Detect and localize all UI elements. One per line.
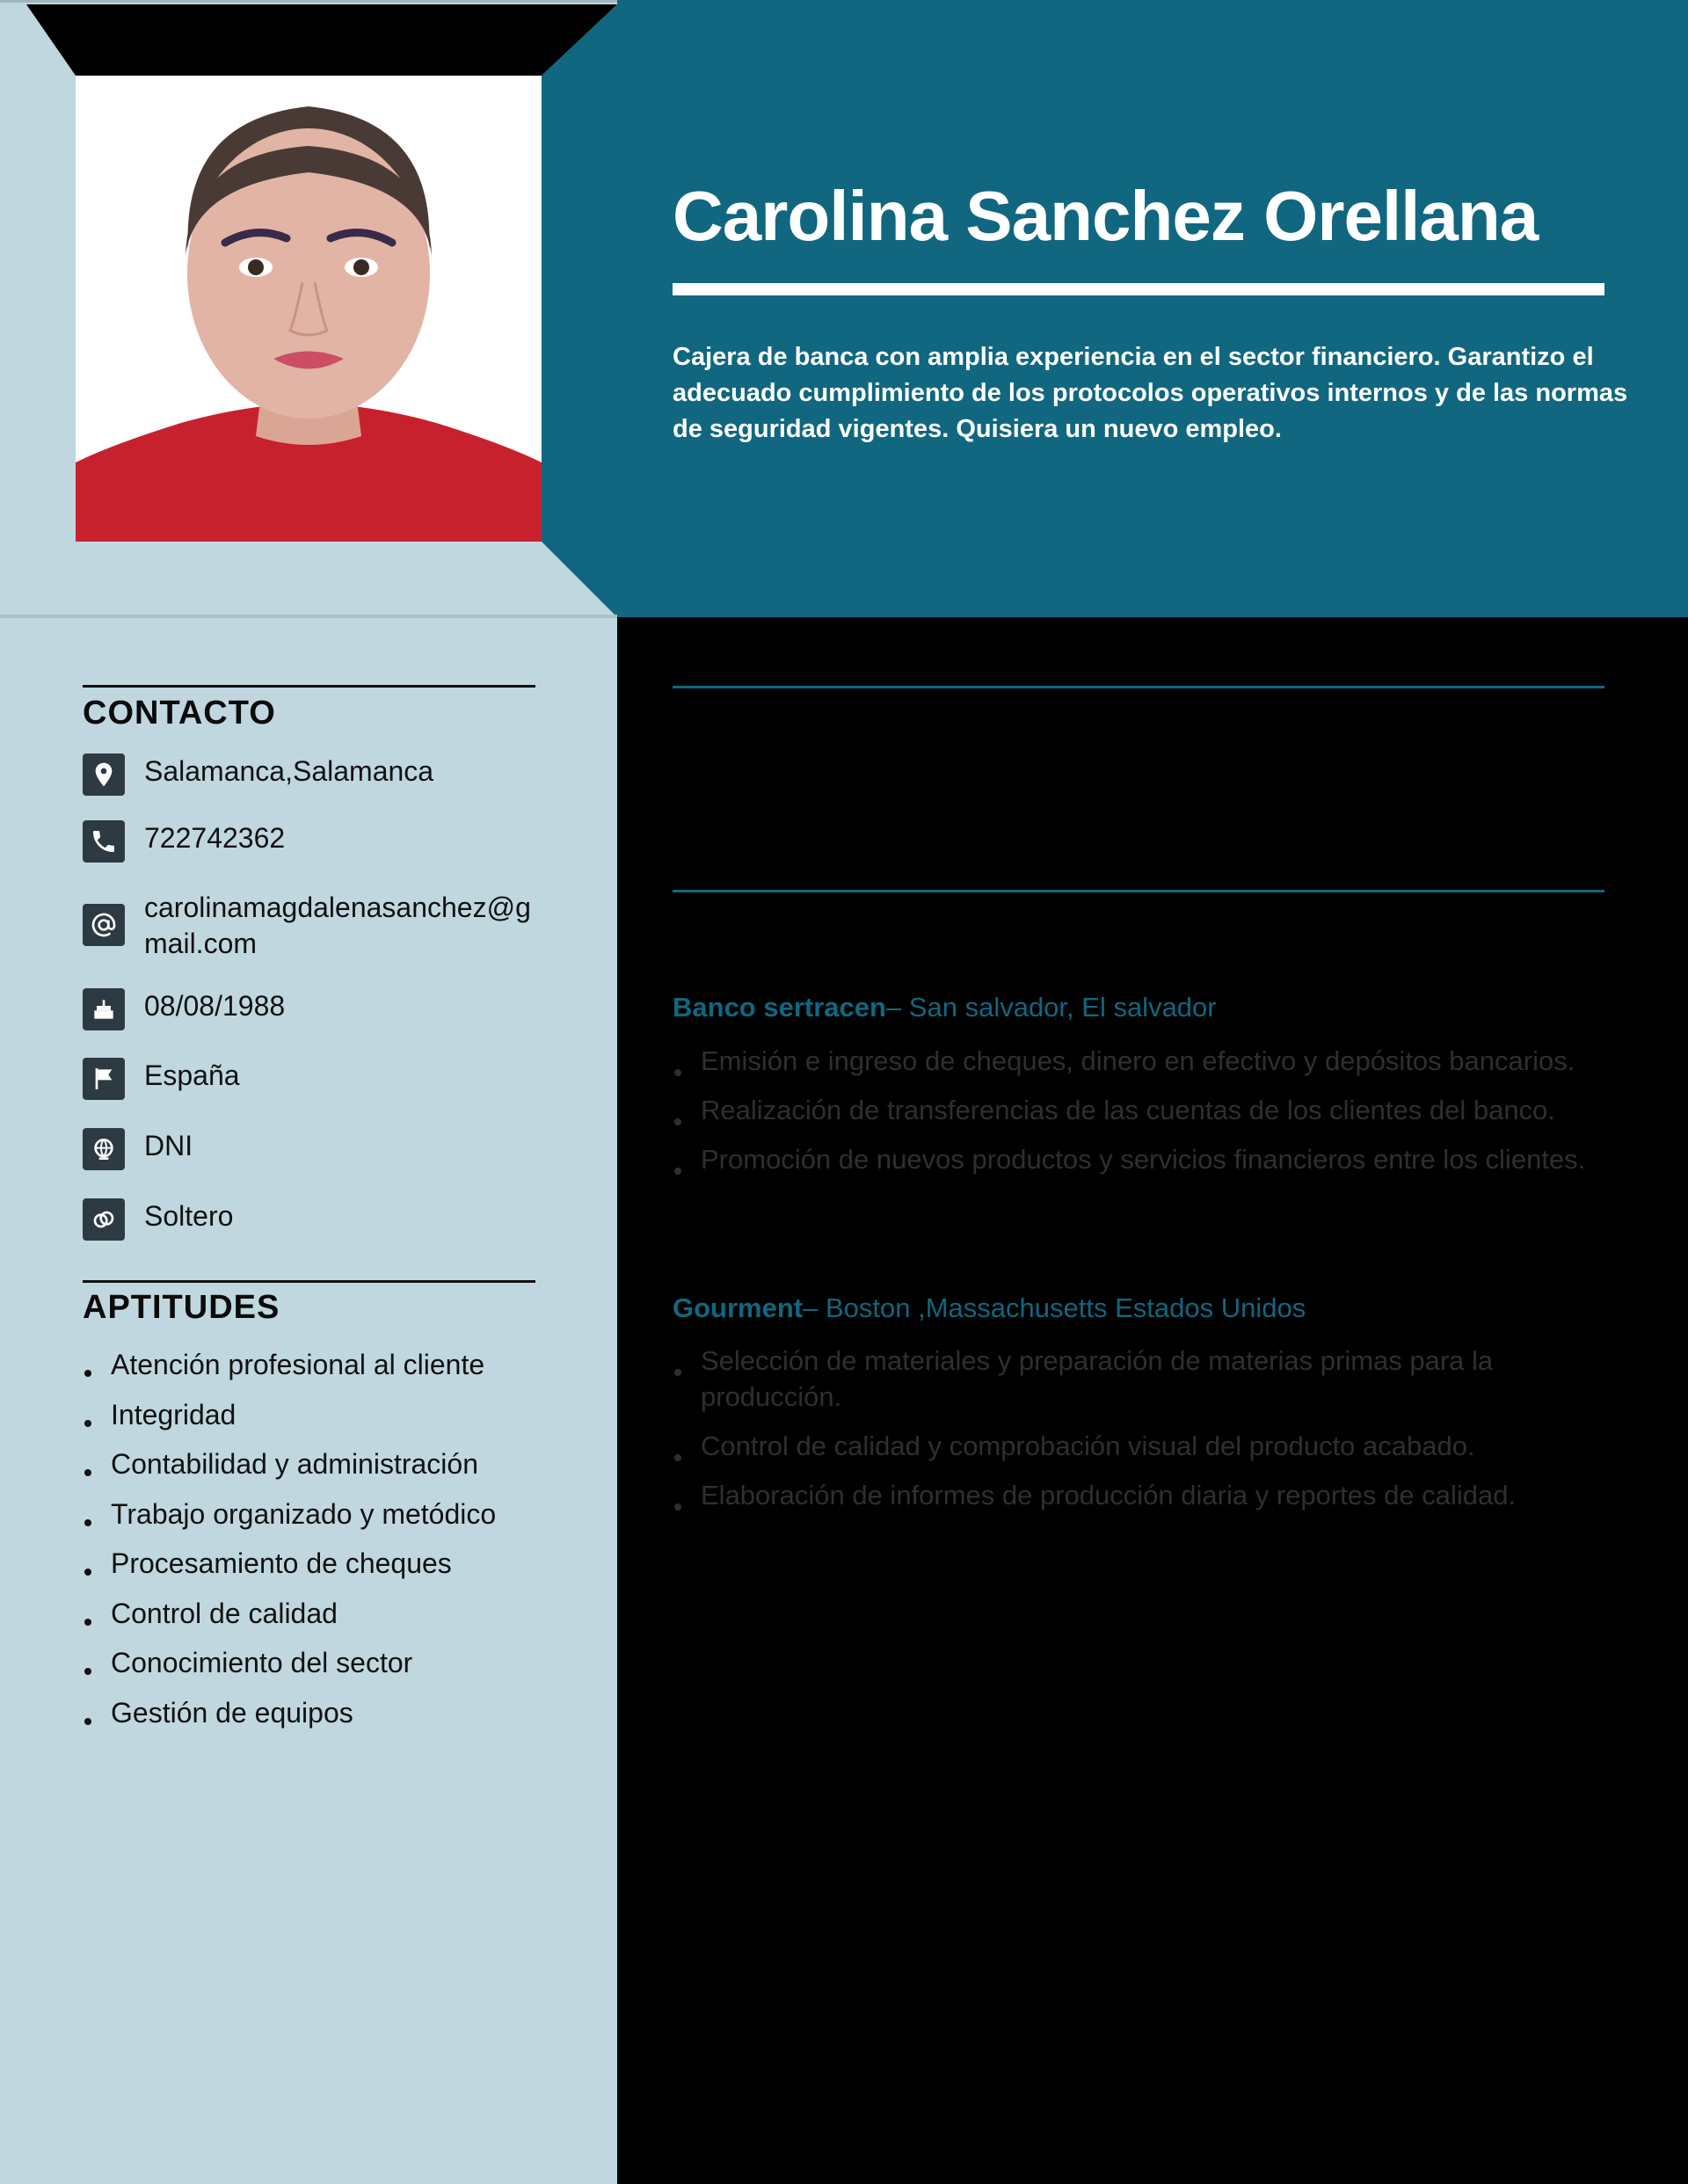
contact-birthdate (83, 988, 531, 1030)
job-location: – San salvador, El salvador (885, 992, 1217, 1023)
nationality-text: España (144, 1059, 240, 1091)
globe-icon (83, 1128, 125, 1170)
skills-list (83, 1340, 496, 1737)
job-company: Gourment (673, 1292, 804, 1323)
job-bullets-2 (673, 1343, 1622, 1526)
profile-summary: Cajera de banca con amplia experiencia en el sector financiero. Garantizo el adecuado cumplimiento de los protocolos operativos internos y de las normas de seguridad vigentes. Quisiera un nuevo empleo. (673, 343, 1628, 443)
contact-location (83, 753, 531, 796)
job-title-1 (673, 992, 1217, 1023)
flag-icon (83, 1058, 125, 1100)
job-title-2 (673, 1292, 1306, 1324)
email-text: carolinamagdalenasanchez@gmail.com (144, 892, 531, 959)
list-item: Control de calidad y comprobación visual del producto acabado. (673, 1428, 1622, 1464)
header-band (617, 0, 1688, 617)
list-item: Emisión e ingreso de cheques, dinero en efectivo y depósitos bancarios. (673, 1043, 1622, 1079)
job-location: – Boston ,Massachusetts Estados Unidos (803, 1292, 1306, 1323)
job-company: Banco sertracen (673, 992, 886, 1023)
document-text: DNI (144, 1130, 193, 1161)
contact-marital-status (83, 1198, 531, 1241)
list-item: Conocimiento del sector (83, 1638, 496, 1688)
list-item: Selección de materiales y preparación de materias primas para la producción. (673, 1343, 1622, 1415)
candidate-name: Carolina Sanchez Orellana (673, 177, 1539, 255)
birthdate-text: 08/08/1988 (144, 990, 286, 1022)
phone-icon (83, 820, 125, 863)
list-item: Atención profesional al cliente (83, 1340, 496, 1390)
contact-title: CONTACTO (83, 695, 276, 732)
birthday-cake-icon (83, 988, 125, 1030)
list-item: Control de calidad (83, 1589, 496, 1639)
main-rule-bottom (673, 890, 1604, 892)
skills-rule (83, 1280, 535, 1283)
marital-status-text: Soltero (144, 1200, 234, 1232)
location-pin-icon (83, 753, 125, 796)
contact-email (83, 890, 531, 962)
main-rule-top (673, 686, 1604, 688)
sidebar-divider (0, 615, 617, 618)
list-item: Realización de transferencias de las cuentas de los clientes del banco. (673, 1092, 1622, 1128)
location-text: Salamanca,Salamanca (144, 755, 434, 787)
list-item: Trabajo organizado y metódico (83, 1489, 496, 1540)
list-item: Promoción de nuevos productos y servicios financieros entre los clientes. (673, 1141, 1622, 1177)
name-underline (673, 283, 1604, 295)
rings-icon (83, 1198, 125, 1241)
list-item: Procesamiento de cheques (83, 1539, 496, 1589)
contact-phone (83, 820, 531, 863)
list-item: Contabilidad y administración (83, 1439, 496, 1489)
job-bullets-1 (673, 1043, 1622, 1190)
list-item: Integridad (83, 1390, 496, 1440)
list-item: Gestión de equipos (83, 1688, 496, 1738)
skills-title: APTITUDES (83, 1289, 280, 1326)
profile-photo (76, 76, 542, 542)
portrait-icon (76, 76, 542, 542)
at-sign-icon (83, 904, 125, 946)
list-item: Elaboración de informes de producción diaria y reportes de calidad. (673, 1477, 1622, 1513)
contact-document (83, 1128, 531, 1170)
contact-rule (83, 685, 535, 688)
phone-text: 722742362 (144, 822, 286, 854)
contact-nationality (83, 1058, 531, 1100)
